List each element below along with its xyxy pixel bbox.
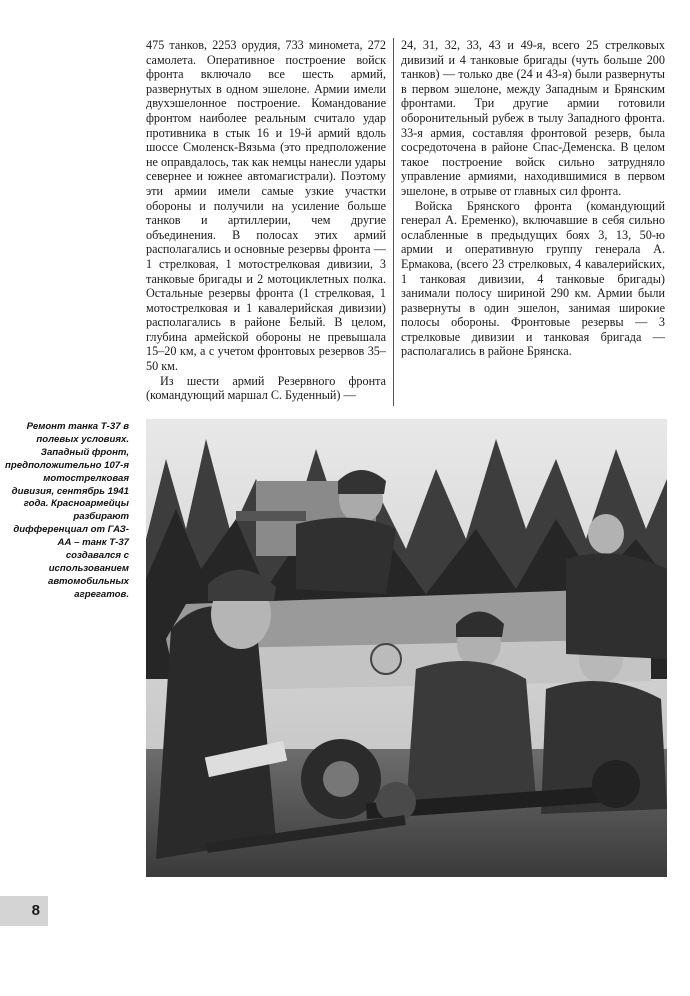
paragraph: 24, 31, 32, 33, 43 и 49-я, всего 25 стрелковых дивизий и 4 танковые бригады (чуть больше 200 танков) — только две (24 и 43-я) были развернуты в первом эшелоне, между Западным и Брянским фронтами. Три другие армии готовили оборонительный рубеж в тылу Западного фронта. 33-я армия, составляя фронтовой резерв, была сосредоточена в районе Спас-Деменска. В целом такое построение войск сильно затрудняло управление армиями, находившимися в первом эшелоне, в отрыве от главных сил фронта. [401, 38, 665, 198]
text-column-left [146, 38, 386, 403]
paragraph: Из шести армий Резервного фронта (командующий маршал С. Буденный) — [146, 373, 386, 403]
text-column-right [401, 38, 665, 359]
column-divider [393, 38, 394, 406]
photo-caption: Ремонт танка Т-37 в полевых условиях. Западный фронт, предположительно 107-я мотострелковая дивизия, сентябрь 1941 года. Красноармейцы разбирают дифференциал от ГАЗ-АА – танк Т-37 создавался с использованием автомобильных агрегатов. [4, 421, 129, 600]
tank-repair-photo [146, 419, 667, 877]
photo-illustration [146, 419, 667, 877]
paragraph: 475 танков, 2253 орудия, 733 миномета, 272 самолета. Оперативное построение войск фронта включало все шесть армий, развернутых в одном эшелоне. Армии имели двухэшелонное построение. Командование фронтом наиболее реальным считало удар противника в стык 16 и 19-й армий вдоль шоссе Смоленск-Вязьма (это предположение не оправдалось, так как немцы нанесли удары севернее и южнее автомагистрали). Поэтому эти армии имели самые узкие участки обороны и получили на усиление больше танков и артиллерии, чем другие объединения. В полосах этих армий располагались и основные резервы фронта — 1 стрелковая, 1 мотострелковая дивизии, 3 танковые бригады и 2 мотоциклетных полка. Остальные резервы фронта (1 стрелковая, 1 мотострелковая и 1 кавалерийская дивизии) располагались в районе Белый. В целом, глубина армейской обороны не превышала 15–20 км, а с учетом фронтовых резервов 35–50 км. [146, 38, 386, 374]
page-number [0, 896, 48, 926]
paragraph: Войска Брянского фронта (командующий генерал А. Еременко), включавшие в себя сильно ослабленные в предыдущих боях 3, 13, 50-ю армии и оперативную группу генерала А. Ермакова, (всего 23 стрелковых, 4 кавалерийских, 1 танковая дивизии, 4 танковые бригады) занимали полосу шириной 290 км. Армии были развернуты в один эшелон, занимая широкие полосы обороны. Фронтовые резервы — 3 стрелковые дивизии и танковая бригада — располагались в районе Брянска. [401, 198, 665, 359]
page-number-text: 8 [31, 902, 40, 919]
